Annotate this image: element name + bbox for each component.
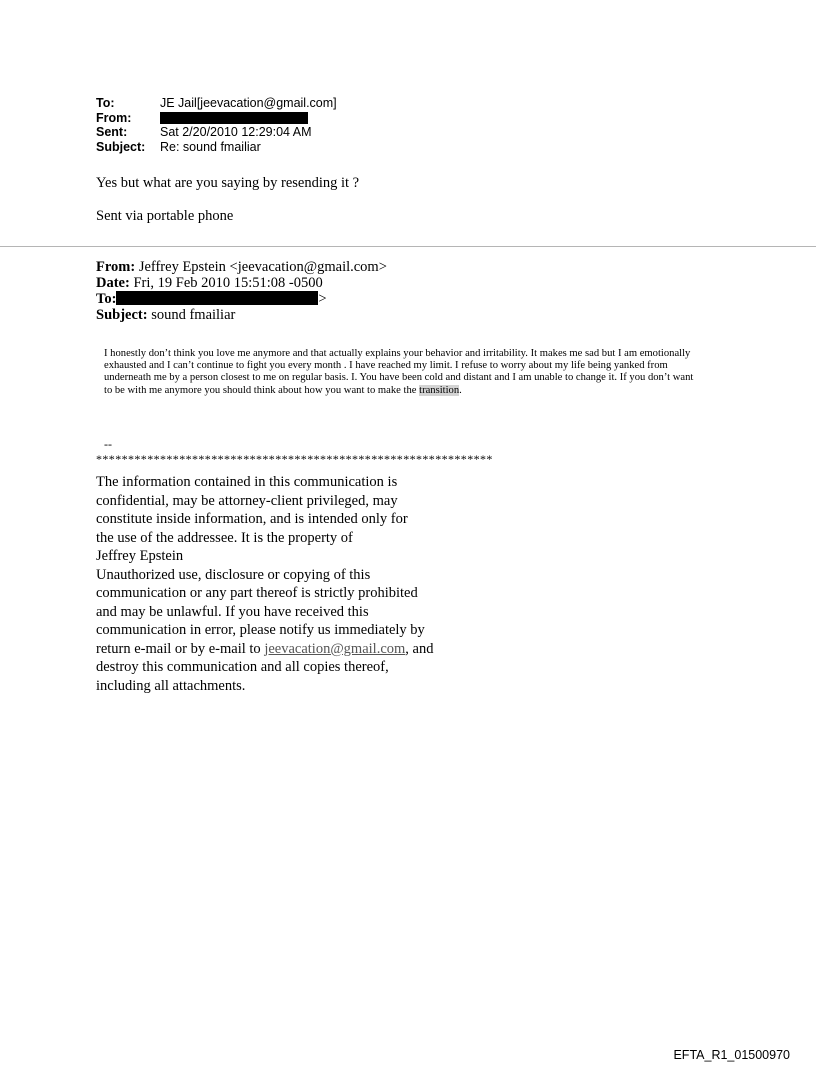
quoted-message bbox=[104, 348, 704, 397]
disclaimer-line: and may be unlawful. If you have received this bbox=[96, 603, 369, 620]
quoted-from-row bbox=[96, 259, 387, 275]
disclaimer-line: Unauthorized use, disclosure or copying of this bbox=[96, 566, 371, 583]
disclaimer-return-line bbox=[96, 640, 496, 659]
from-label: From: bbox=[96, 110, 132, 125]
return-prefix: return e-mail or by e-mail to bbox=[96, 640, 265, 657]
email-link[interactable]: jeevacation@gmail.com bbox=[264, 640, 406, 657]
email-header bbox=[96, 96, 337, 154]
subject-value: Re: sound fmailiar bbox=[160, 139, 261, 154]
quoted-to-trailing: > bbox=[318, 291, 327, 307]
disclaimer-line: communication in error, please notify us immediately by bbox=[96, 622, 425, 638]
disclaimer-line: communication or any part thereof is strictly prohibited bbox=[96, 585, 418, 601]
return-suffix: , and bbox=[405, 640, 434, 657]
quoted-to-label: To: bbox=[96, 291, 117, 307]
sent-label: Sent: bbox=[96, 125, 128, 139]
reply-line-2: Sent via portable phone bbox=[96, 208, 234, 224]
sent-value: Sat 2/20/2010 12:29:04 AM bbox=[160, 125, 312, 139]
subject-row bbox=[96, 140, 337, 155]
disclaimer-line: including all attachments. bbox=[96, 677, 246, 694]
quoted-from-value: Jeffrey Epstein <jeevacation@gmail.com> bbox=[138, 259, 387, 275]
from-row bbox=[96, 111, 337, 126]
document-id: EFTA_R1_01500970 bbox=[673, 1048, 790, 1062]
disclaimer-line: the use of the addressee. It is the property of bbox=[96, 529, 353, 546]
quoted-subject-label: Subject: bbox=[96, 307, 148, 323]
quoted-header bbox=[96, 259, 387, 323]
to-value: JE Jail[jeevacation@gmail.com] bbox=[160, 96, 337, 110]
disclaimer-line: Jeffrey Epstein bbox=[96, 548, 184, 564]
signature-stars: ************************************************************** bbox=[96, 452, 493, 466]
message-end: . bbox=[459, 384, 462, 396]
quoted-date-value: Fri, 19 Feb 2010 15:51:08 -0500 bbox=[133, 275, 323, 291]
signature-dashes: -- bbox=[104, 437, 112, 451]
disclaimer bbox=[96, 473, 496, 695]
to-row bbox=[96, 96, 337, 111]
quoted-subject-row bbox=[96, 307, 387, 323]
reply-line-1: Yes but what are you saying by resending it ? bbox=[96, 175, 360, 191]
message-text: I honestly don’t think you love me anymore and that actually explains your behavior and irritability. It makes me sad but I am emotionally exhausted and I can’t continue to fight you every month . I have reached my limit. I refuse to worry about my life being yanked from underneath me by a person closest to me on regular basis. I. You have been cold and distant and I am unable to change it. If you don’t want to be with me anymore you should think about how you want to make the bbox=[104, 348, 694, 396]
quoted-from-label: From: bbox=[96, 259, 136, 275]
disclaimer-line: The information contained in this communication is bbox=[96, 474, 398, 490]
disclaimer-line: destroy this communication and all copies thereof, bbox=[96, 659, 389, 675]
quoted-date-label: Date: bbox=[96, 275, 130, 291]
disclaimer-line: confidential, may be attorney-client privileged, may bbox=[96, 492, 398, 509]
disclaimer-line: constitute inside information, and is intended only for bbox=[96, 511, 408, 527]
redaction-bar bbox=[116, 291, 318, 305]
quoted-subject-value: sound fmailiar bbox=[151, 307, 236, 323]
to-label: To: bbox=[96, 96, 115, 110]
subject-label: Subject: bbox=[96, 139, 146, 154]
separator-line bbox=[0, 246, 816, 247]
redaction-bar bbox=[160, 112, 308, 124]
quoted-date-row bbox=[96, 275, 387, 291]
quoted-to-row bbox=[96, 291, 387, 307]
sent-row bbox=[96, 125, 337, 140]
highlighted-word: transition bbox=[419, 384, 460, 396]
